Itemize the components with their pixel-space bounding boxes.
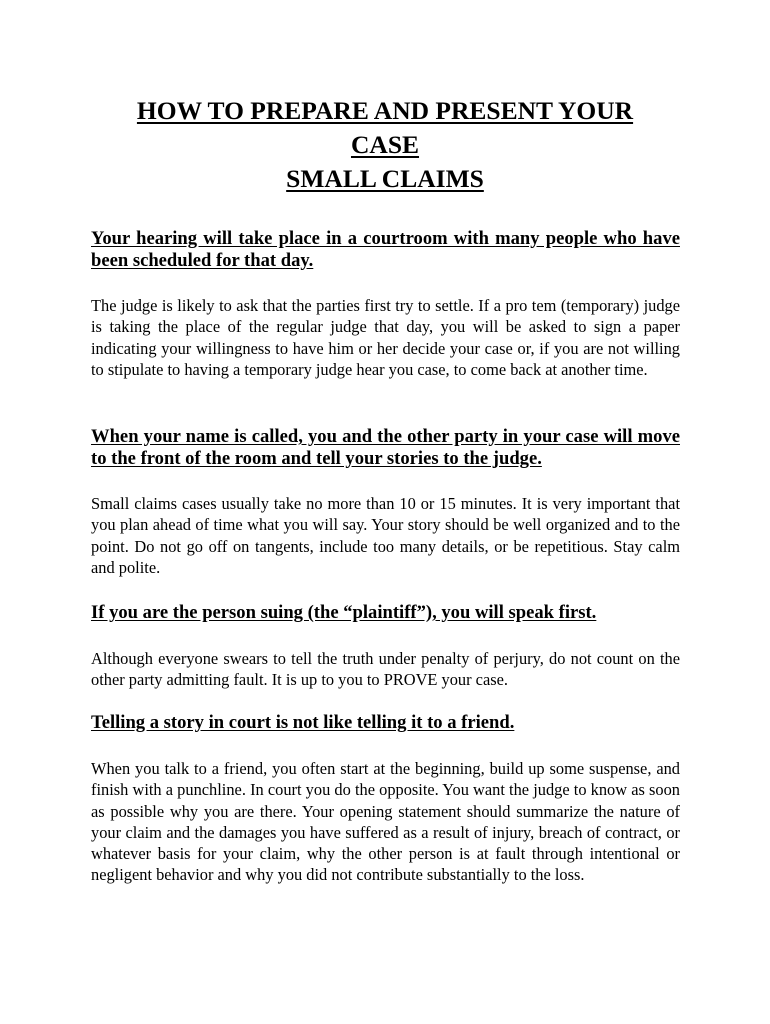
document-title	[90, 94, 680, 196]
section-telling-story-body	[91, 758, 680, 886]
section-name-called	[91, 426, 680, 470]
section-plaintiff-body	[91, 648, 680, 691]
section-heading: Telling a story in court is not like telling it to a friend.	[91, 712, 515, 733]
section-name-called-body	[91, 493, 680, 578]
title-line-1: HOW TO PREPARE AND PRESENT YOUR	[136, 96, 634, 125]
section-paragraph: Small claims cases usually take no more than 10 or 15 minutes. It is very important that you plan ahead of time what you will say. Your story should be well organized and to the point. Do not go off on tangents, include too many details, or be repetitious. Stay calm and polite.	[91, 494, 680, 577]
section-paragraph: The judge is likely to ask that the parties first try to settle. If a pro tem (temporary) judge is taking the place of the regular judge that day, you will be asked to sign a paper indicating your willingness to have him or her decide your case or, if you are not willing to stipulate to having a temporary judge hear you case, to come back at another time.	[91, 296, 680, 379]
title-line-3: SMALL CLAIMS	[286, 164, 484, 193]
section-hearing	[91, 228, 680, 272]
section-heading: If you are the person suing (the “plaintiff”), you will speak first.	[91, 602, 597, 623]
section-paragraph: Although everyone swears to tell the truth under penalty of perjury, do not count on the other party admitting fault. It is up to you to PROVE your case.	[91, 649, 680, 690]
section-telling-story	[91, 712, 680, 734]
section-heading: Your hearing will take place in a courtroom with many people who have been scheduled for that day.	[91, 228, 680, 271]
title-line-2: CASE	[350, 130, 420, 159]
section-plaintiff	[91, 602, 680, 624]
section-paragraph: When you talk to a friend, you often start at the beginning, build up some suspense, and finish with a punchline. In court you do the opposite. You want the judge to know as soon as possible why you are there. Your opening statement should summarize the nature of your claim and the damages you have suffered as a result of injury, breach of contract, or whatever basis for your claim, why the other person is at fault through intentional or negligent behavior and why you did not contribute substantially to the loss.	[91, 759, 680, 885]
section-heading: When your name is called, you and the other party in your case will move to the front of the room and tell your stories to the judge.	[91, 426, 680, 469]
section-hearing-body	[91, 295, 680, 380]
